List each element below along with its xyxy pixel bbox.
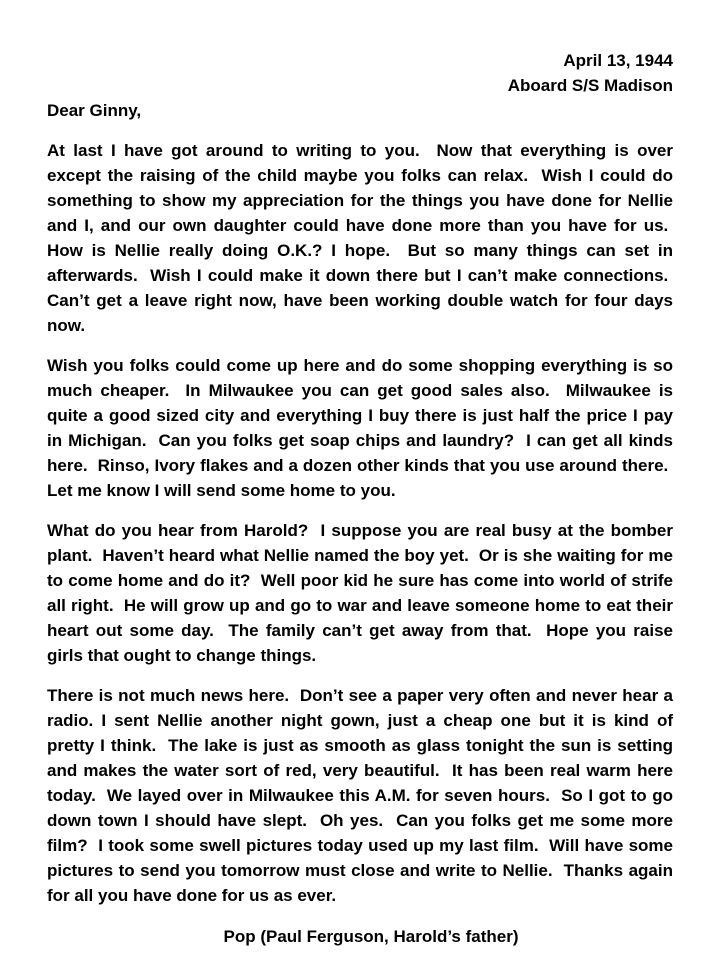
letter-paragraph-1: At last I have got around to writing to you. Now that everything is over except the raising of the child maybe you folks can relax. Wish I could do something to show my appreciation for the things you have done for Nellie and I, and our own daughter could have done more than you have for us. How is Nellie really doing O.K.? I hope. But so many things can set in afterwards. Wish I could make it down there but I can’t make connections. Can’t get a leave right now, have been working double watch for four days now. bbox=[47, 141, 673, 335]
date-block bbox=[47, 48, 673, 98]
salutation: Dear Ginny, bbox=[47, 101, 142, 120]
letter-date: April 13, 1944 bbox=[563, 51, 673, 70]
letter-paragraph-3: What do you hear from Harold? I suppose you are real busy at the bomber plant. Haven’t heard what Nellie named the boy yet. Or is she waiting for me to come home and do it? Well poor kid he sure has come into world of strife all right. He will grow up and go to war and leave someone home to eat their heart out some day. The family can’t get away from that. Hope you raise girls that ought to change things. bbox=[47, 521, 673, 665]
letter-paragraph-4: There is not much news here. Don’t see a paper very often and never hear a radio. I sent Nellie another night gown, just a cheap one but it is kind of pretty I think. The lake is just as smooth as glass tonight the sun is setting and makes the water sort of red, very beautiful. It has been real warm here today. We layed over in Milwaukee this A.M. for seven hours. So I got to go down town I should have slept. Oh yes. Can you folks get me some more film? I took some swell pictures today used up my last film. Will have some pictures to send you tomorrow must close and write to Nellie. Thanks again for all you have done for us as ever. bbox=[47, 686, 673, 905]
letter-location: Aboard S/S Madison bbox=[507, 76, 673, 95]
letter-paragraph-2: Wish you folks could come up here and do some shopping everything is so much cheaper. In Milwaukee you can get good sales also. Milwaukee is quite a good sized city and everything I buy there is just half the price I pay in Michigan. Can you folks get soap chips and laundry? I can get all kinds here. Rinso, Ivory flakes and a dozen other kinds that you use around there. Let me know I will send some home to you. bbox=[47, 356, 673, 500]
signature-line: Pop (Paul Ferguson, Harold’s father) bbox=[223, 927, 519, 946]
